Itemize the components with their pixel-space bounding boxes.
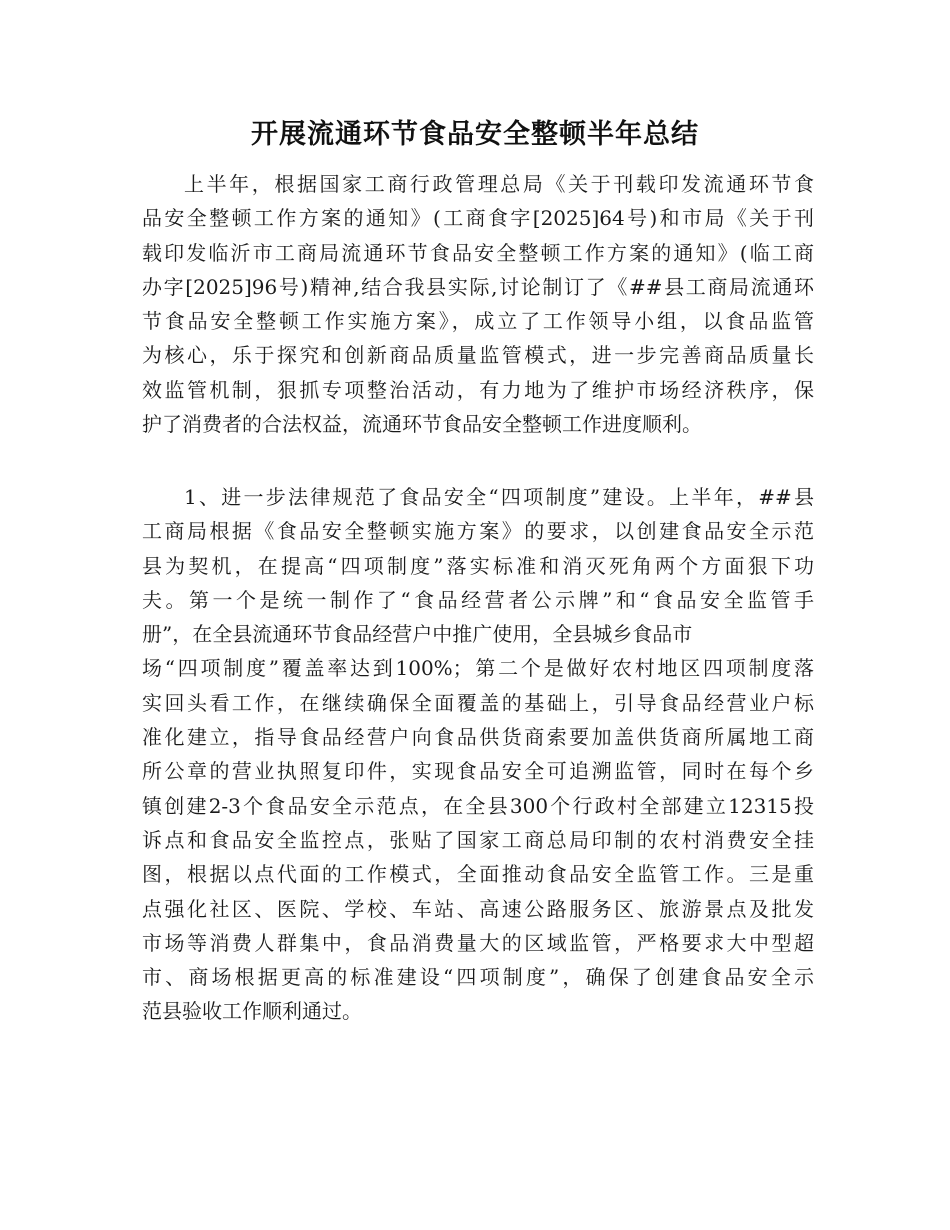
paragraph-line: 办字[2025]96号)精神,结合我县实际,讨论制订了《##县工商局流通环 [142, 274, 814, 299]
paragraph-line: 册”，在全县流通环节食品经营户中推广使用，全县城乡食品市 [142, 622, 693, 647]
paragraph-line: 镇创建2-3个食品安全示范点，在全县300个行政村全部建立12315投 [142, 793, 814, 818]
paragraph-section-1 [142, 480, 814, 1029]
paragraph-line: 上半年，根据国家工商行政管理总局《关于刊载印发流通环节食 [184, 172, 814, 196]
paragraph-line: 节食品安全整顿工作实施方案》，成立了工作领导小组，以食品监管 [142, 309, 814, 334]
paragraph-line: 图，根据以点代面的工作模式，全面推动食品安全监管工作。三是重 [142, 862, 814, 887]
paragraph-line: 实回头看工作，在继续确保全面覆盖的基础上，引导食品经营业户标 [142, 690, 814, 715]
paragraph-line: 夫。第一个是统一制作了“食品经营者公示牌”和“食品安全监管手 [142, 587, 814, 612]
paragraph-line: 载印发临沂市工商局流通环节食品安全整顿工作方案的通知》(临工商 [142, 240, 814, 265]
paragraph-line: 市、商场根据更高的标准建设“四项制度”，确保了创建食品安全示 [142, 965, 814, 990]
paragraph-line: 点强化社区、医院、学校、车站、高速公路服务区、旅游景点及批发 [142, 896, 814, 921]
paragraph-line: 场“四项制度”覆盖率达到100%；第二个是做好农村地区四项制度落 [142, 656, 814, 681]
paragraph-line: 品安全整顿工作方案的通知》(工商食字[2025]64号)和市局《关于刊 [142, 206, 814, 231]
paragraph-line: 准化建立，指导食品经营户向食品供货商索要加盖供货商所属地工商 [142, 725, 814, 750]
paragraph-line: 县为契机，在提高“四项制度”落实标准和消灭死角两个方面狠下功 [142, 553, 814, 578]
paragraph-line: 工商局根据《食品安全整顿实施方案》的要求，以创建食品安全示范 [142, 519, 814, 544]
document-title: 开展流通环节食品安全整顿半年总结 [251, 119, 699, 150]
paragraph-line: 护了消费者的合法权益，流通环节食品安全整顿工作进度顺利。 [142, 412, 702, 437]
paragraph-line: 市场等消费人群集中，食品消费量大的区域监管，严格要求大中型超 [142, 930, 814, 955]
paragraph-line: 诉点和食品安全监控点，张贴了国家工商总局印制的农村消费安全挂 [142, 827, 814, 852]
paragraph-line: 范县验收工作顺利通过。 [142, 999, 362, 1024]
paragraph-line: 所公章的营业执照复印件，实现食品安全可追溯监管，同时在每个乡 [142, 759, 814, 784]
paragraph-line: 为核心，乐于探究和创新商品质量监管模式，进一步完善商品质量长 [142, 343, 814, 368]
paragraph-intro [142, 167, 814, 441]
paragraph-line: 1、进一步法律规范了食品安全“四项制度”建设。上半年，##县 [184, 485, 814, 509]
paragraph-line: 效监管机制，狠抓专项整治活动，有力地为了维护市场经济秩序，保 [142, 377, 814, 402]
